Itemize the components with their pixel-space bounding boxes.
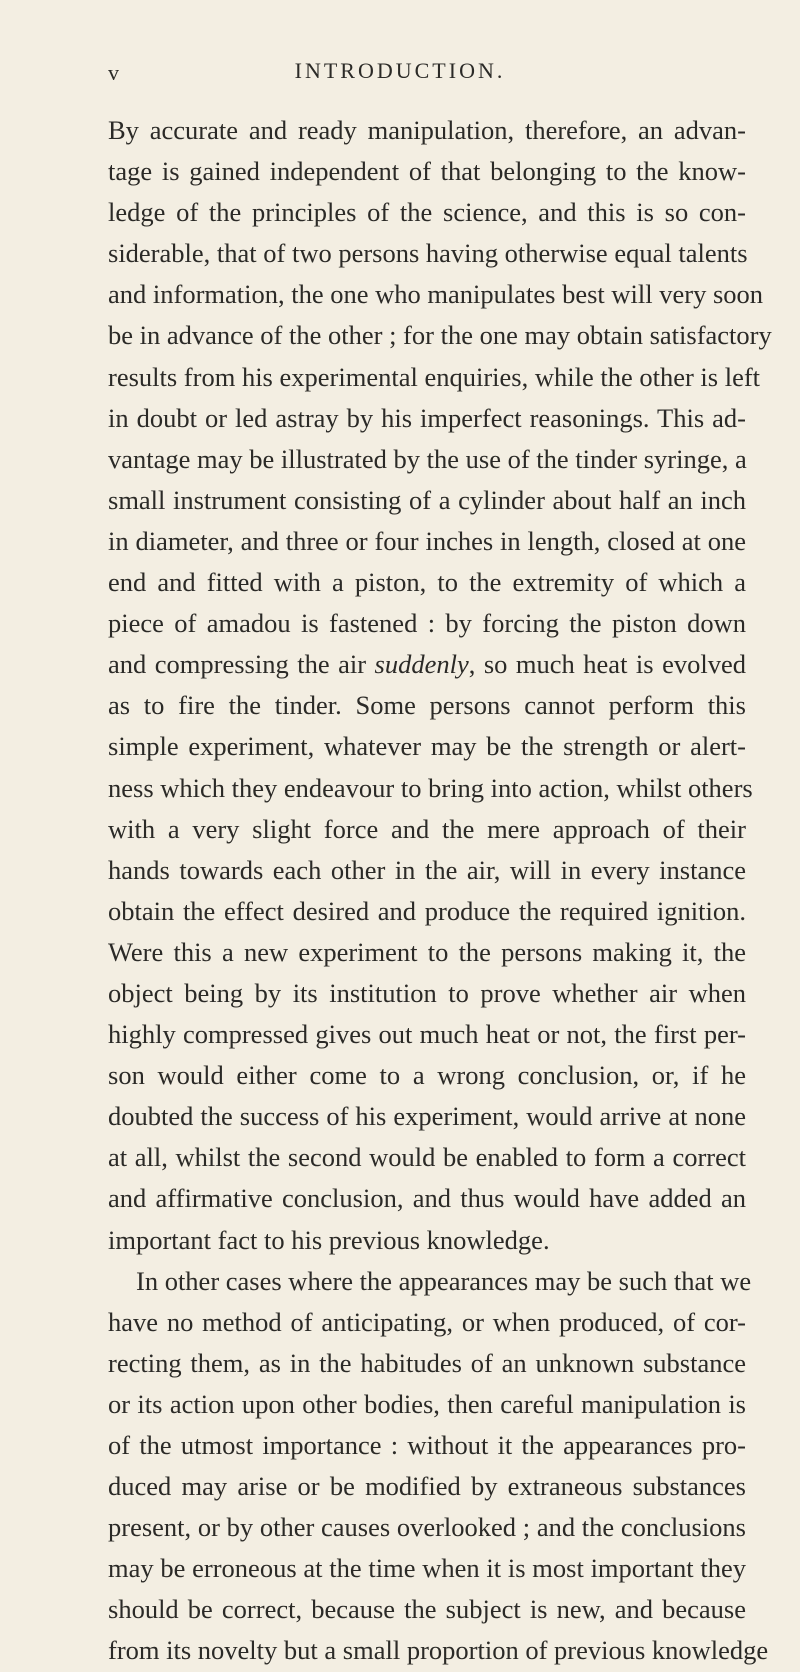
text-line: highly compressed gives out much heat or not, the first per- <box>108 1019 746 1050</box>
text-line: By accurate and ready manipulation, therefore, an advan- <box>108 115 746 145</box>
page-number: v <box>108 60 120 85</box>
text-line: with a very slight force and the mere approach of their <box>108 813 746 844</box>
text-line: obtain the effect desired and produce the required ignition. <box>108 895 746 926</box>
text-line: object being by its institution to prove whether air when <box>108 977 746 1008</box>
text-fragment: , so much heat is evolved <box>468 649 746 680</box>
text-line: of the utmost importance : without it the appearances pro- <box>108 1430 746 1460</box>
text-line <box>108 644 746 685</box>
text-line: in doubt or led astray by his imperfect reasonings. This ad- <box>108 402 746 433</box>
text-line: tage is gained independent of that belonging to the know- <box>108 156 746 187</box>
running-head: INTRODUCTION. <box>294 58 506 83</box>
text-line: recting them, as in the habitudes of an unknown substance <box>108 1347 746 1378</box>
text-line: should be correct, because the subject is new, and because <box>108 1594 746 1625</box>
text-line: end and fitted with a piston, to the extremity of which a <box>108 567 746 598</box>
text-line: and affirmative conclusion, and thus would have added an <box>108 1183 746 1214</box>
text-line: duced may arise or be modified by extraneous substances <box>108 1471 746 1502</box>
text-line: hands towards each other in the air, will in every instance <box>108 854 746 885</box>
text-line: ledge of the principles of the science, and this is so con- <box>108 197 746 228</box>
text-line: and information, the one who manipulates best will very soon <box>108 279 764 310</box>
text-line: in diameter, and three or four inches in length, closed at one <box>108 525 746 556</box>
text-line: In other cases where the appearances may be such that we <box>136 1265 752 1296</box>
text-line: siderable, that of two persons having otherwise equal talents <box>108 238 748 269</box>
text-line: piece of amadou is fastened : by forcing the piston down <box>108 608 746 639</box>
text-line: or its action upon other bodies, then careful manipulation is <box>108 1388 746 1419</box>
text-line: results from his experimental enquiries, while the other is left <box>108 361 761 392</box>
text-line: Were this a new experiment to the persons making it, the <box>108 936 746 967</box>
text-line: vantage may be illustrated by the use of the tinder syringe, a <box>108 443 747 474</box>
text-line: from its novelty but a small proportion of previous knowledge <box>108 1635 769 1666</box>
text-line: son would either come to a wrong conclusion, or, if he <box>108 1060 746 1091</box>
text-line: as to fire the tinder. Some persons cannot perform this <box>108 690 746 721</box>
text-line: be in advance of the other ; for the one may obtain satisfactory <box>108 320 772 351</box>
text-line: important fact to his previous knowledge. <box>108 1224 550 1255</box>
emphasized-word: suddenly <box>374 649 469 680</box>
text-line: simple experiment, whatever may be the strength or alert- <box>108 731 746 762</box>
text-fragment: and compressing the air <box>108 649 375 680</box>
text-line: small instrument consisting of a cylinder about half an inch <box>108 484 746 515</box>
body-text <box>108 110 772 1672</box>
text-line: ness which they endeavour to bring into action, whilst others <box>108 772 753 803</box>
text-line: at all, whilst the second would be enabled to form a correct <box>108 1142 746 1173</box>
text-line: present, or by other causes overlooked ; and the conclusions <box>108 1512 746 1543</box>
text-line: have no method of anticipating, or when produced, of cor- <box>108 1306 746 1337</box>
text-line: doubted the success of his experiment, would arrive at none <box>108 1101 746 1132</box>
text-line: may be erroneous at the time when it is most important they <box>108 1553 746 1584</box>
